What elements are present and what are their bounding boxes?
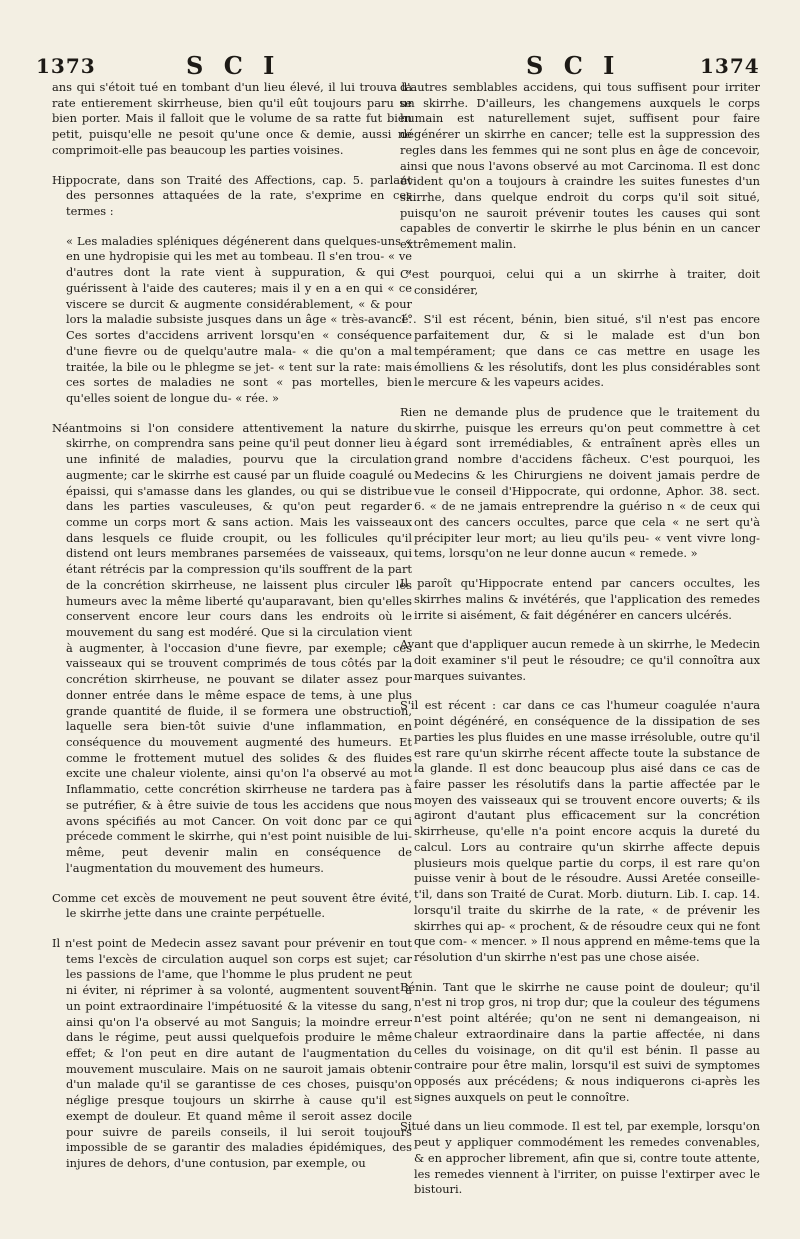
- paragraph: Rien ne demande plus de prudence que le traitement du skirrhe, puisque les erreurs qu'on peut commettre à cet égard sont irremédiables, & entraînent après elles un grand nombre d'accidens fâcheux. C'est pourquoi, les Medecins & les Chirurgiens ne doivent jamais perdre de vue le conseil d'Hippocrate, qui ordonne, Aphor. 38. sect. 6. « de ne jamais entreprendre la guériso n « de ceux qui ont des cancers occultes, parce que cela « ne sert qu'à précipiter leur mort; au lieu qu'ils peu- « vent vivre long-tems, lorsqu'on ne leur donne aucun « remede. »: [400, 404, 760, 561]
- left-running-head: S C I: [186, 51, 281, 80]
- paragraph: Hippocrate, dans son Traité des Affections, cap. 5. parlant des personnes attaquées de la rate, s'exprime en ces termes :: [52, 172, 412, 219]
- right-column: [400, 80, 760, 1212]
- paragraph: Bénin. Tant que le skirrhe ne cause point de douleur; qu'il n'est ni trop gros, ni trop dur; que la couleur des tégumens n'est point altérée; qu'on ne sent ni demangeaison, ni chaleur extraordinaire dans la partie affectée, ni dans celles du voisinage, on dit qu'il est bénin. Il passe au contraire pour être malin, lorsqu'il est suivi de symptomes opposés aux précédens; & nous indiquerons ci-après les signes auxquels on peut le connoître.: [400, 979, 760, 1104]
- right-running-head: S C I: [526, 51, 621, 80]
- paragraph: Il paroît qu'Hippocrate entend par cancers occultes, les skirrhes malins & invétérés, que l'application des remedes irrite si aisément, & fait dégénérer en cancers ulcérés.: [400, 576, 760, 622]
- paragraph: S'il est récent : car dans ce cas l'humeur coagulée n'aura point dégénéré, en conséquence de la dissipation de ses parties les plus fluides en une masse irrésoluble, outre qu'il est rare qu'un skirrhe récent affecte toute la substance de la glande. Il est donc beaucoup plus aisé dans ce cas de faire passer les résolutifs dans la partie affectée par le moyen des vaisseaux qui se trouvent encore ouverts; & ils agiront d'autant plus efficacement sur la concrétion skirrheuse, qu'elle n'a point encore acquis la dureté du calcul. Lors au contraire qu'un skirrhe affecte depuis plusieurs mois quelque partie du corps, il est rare qu'on puisse venir à bout de le résoudre. Aussi Aretée conseille-t'il, dans son Traité de Curat. Morb. diuturn. Lib. I. cap. 14. lorsqu'il traite du skirrhe de la rate, « de prévenir les skirrhes qui ap- « prochent, & de résoudre ceux qui ne font que com- « mencer. » Il nous apprend en même-tems que la résolution d'un skirrhe n'est pas une chose aisée.: [400, 698, 760, 964]
- paragraph: Il n'est point de Medecin assez savant pour prévenir en tout tems l'excès de circulation auquel son corps est sujet; car les passions de l'ame, que l'homme le plus prudent ne peut ni éviter, ni réprimer à sa volonté, augmentent souvent à un point extraordinaire l'impétuosité & la vitesse du sang, ainsi qu'on l'a observé au mot Sanguis; la moindre erreur dans le régime, peut aussi quelquefois produire le même effet; & l'on peut en dire autant de l'augmentation du mouvement musculaire. Mais on ne sauroit jamais obtenir d'un malade qu'il se garantisse de ces choses, puisqu'on néglige presque toujours un skirrhe à cause qu'il est exempt de douleur. Et quand même il seroit assez docile pour suivre de pareils conseils, il lui seroit toujours impossible de se garantir des maladies épidémiques, des injures de dehors, d'une contusion, par exemple, ou: [52, 935, 412, 1170]
- paragraph: Néantmoins si l'on considere attentivement la nature du skirrhe, on comprendra sans peine qu'il peut donner lieu à une infinité de maladies, pourvu que la circulation augmente; car le skirrhe est causé par un fluide coagulé ou épaissi, qui s'amasse dans les glandes, ou qui se distribue dans les parties vasculeuses, & qu'on peut regarder comme un corps mort & sans action. Mais les vaisseaux dans lesquels ce fluide croupit, ou les follicules qu'il distend ont leurs membranes parsemées de vaisseaux, qui étant rétrécis par la compression qu'ils souffrent de la part de la concrétion skirrheuse, ne laissent plus circuler les humeurs avec la même liberté qu'auparavant, bien qu'elles conservent encore leur cours dans les endroits où le mouvement du sang est modéré. Que si la circulation vient à augmenter, à l'occasion d'une fievre, par exemple; ces vaisseaux qui se trouvent comprimés de tous côtés par la concrétion skirrheuse, ne pouvant se dilater assez pour donner entrée dans le même espace de tems, à une plus grande quantité de fluide, il se formera une obstruction, laquelle sera bien-tôt suivie d'une inflammation, en conséquence du mouvement augmenté des humeurs. Et comme le frottement mutuel des solides & des fluides excite une chaleur violente, ainsi qu'on l'a observé au mot Inflammatio, cette concrétion skirrheuse ne tardera pas à se putréfier, & à être suivie de tous les accidens que nous avons spécifiés au mot Cancer. On voit donc par ce qui précede comment le skirrhe, qui n'est point nuisible de lui-même, peut devenir malin en conséquence de l'augmentation du mouvement des humeurs.: [52, 420, 412, 875]
- left-column: [52, 80, 412, 1186]
- paragraph: ans qui s'étoit tué en tombant d'un lieu élevé, il lui trouva la rate entierement skirrheuse, bien qu'il eût toujours paru se bien porter. Mais il falloit que le volume de sa ratte fut bien petit, puisqu'elle ne pesoit qu'une once & demie, aussi ne comprimoit-elle pas beaucoup les parties voisines.: [52, 80, 412, 157]
- left-page-number: 1373: [36, 54, 96, 78]
- paragraph: C'est pourquoi, celui qui a un skirrhe à traiter, doit considérer,: [400, 266, 760, 297]
- quotation: « Les maladies spléniques dégénerent dans quelques-uns « en une hydropisie qui les met au tombeau. Il s'en trou- « ve d'autres dont la rate vient à suppuration, & qui « guérissent à l'aide des cauteres; mais il y en a en qui « ce viscere se durcit & augmente considérablement, « & pour lors la maladie subsiste jusques dans un âge « très-avancé. Ces sortes d'accidens arrivent lorsqu'en « conséquence d'une fievre ou de quelqu'autre mala- « die qu'on a mal traitée, la bile ou le phlegme se jet- « tent sur la rate: mais ces sortes de maladies ne sont « pas mortelles, bien qu'elles soient de longue du- « rée. »: [66, 233, 412, 405]
- paragraph: d'autres semblables accidens, qui tous suffisent pour irriter un skirrhe. D'ailleurs, les changemens auxquels le corps humain est naturellement sujet, suffisent pour faire dégénérer un skirrhe en cancer; telle est la suppression des regles dans les femmes qui ne sont plus en âge de concevoir, ainsi que nous l'avons observé au mot Carcinoma. Il est donc évident qu'on a toujours à craindre les suites funestes d'un skirrhe, dans quelque endroit du corps qu'il soit situé, puisqu'on ne sauroit prévenir toutes les causes qui sont capables de convertir le skirrhe le plus bénin en un cancer extrêmement malin.: [400, 80, 760, 252]
- paragraph: Situé dans un lieu commode. Il est tel, par exemple, lorsqu'on peut y appliquer commodément les remedes convenables, & en approcher librement, afin que si, contre toute attente, les remedes viennent à l'irriter, on puisse l'extirper avec le bistouri.: [400, 1119, 760, 1197]
- paragraph: Comme cet excès de mouvement ne peut souvent être évité, le skirrhe jette dans une crainte perpétuelle.: [52, 890, 412, 921]
- right-page-number: 1374: [700, 54, 760, 78]
- paragraph: 1°. S'il est récent, bénin, bien situé, s'il n'est pas encore parfaitement dur, & si le malade est d'un bon tempérament; que dans ce cas mettre en usage les émolliens & les résolutifs, dont les plus considérables sont le mercure & les vapeurs acides.: [400, 312, 760, 390]
- paragraph: Avant que d'appliquer aucun remede à un skirrhe, le Medecin doit examiner s'il peut le résoudre; ce qu'il connoîtra aux marques suivantes.: [400, 637, 760, 683]
